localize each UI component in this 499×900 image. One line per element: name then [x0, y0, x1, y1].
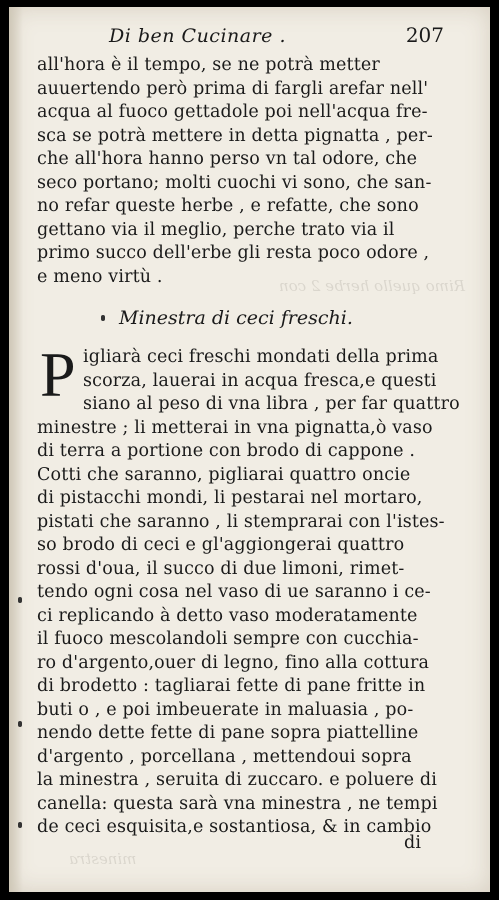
- page-number: 207: [405, 23, 444, 47]
- recipe-line: di brodetto : tagliarai fette di pane fritte in: [37, 676, 426, 696]
- margin-mark: [18, 822, 22, 828]
- text-line: e meno virtù .: [37, 266, 163, 287]
- recipe-line: Cotti che saranno, pigliarai quattro oncie: [37, 464, 411, 485]
- recipe-line: pistati che saranno , li stemprarai con l'istes-: [37, 511, 445, 532]
- drop-cap: P: [40, 339, 76, 410]
- recipe-line: di terra a portione con brodo di cappone .: [37, 441, 416, 461]
- show-through-text: minestra: [69, 850, 137, 868]
- book-page: [9, 7, 490, 892]
- text-line: che all'hora hanno perso vn tal odore, che: [37, 149, 418, 169]
- recipe-line: siano al peso di vna libra , per far quattro: [83, 394, 460, 414]
- running-head: Di ben Cucinare .: [109, 25, 286, 47]
- catchword: di: [404, 833, 422, 853]
- recipe-line: so brodo di ceci e gl'aggiongerai quattro: [37, 535, 405, 555]
- recipe-line: de ceci esquisita,e sostantiosa, & in cambio: [37, 817, 432, 837]
- text-line: gettano via il meglio, perche trato via il: [37, 219, 395, 240]
- recipe-line: minestre ; li metterai in vna pignatta,ò vaso: [37, 417, 433, 438]
- margin-mark: [18, 721, 22, 727]
- text-line: seco portano; molti cuochi vi sono, che san-: [37, 172, 432, 193]
- recipe-line: nendo dette fette di pane sopra piattelline: [37, 723, 419, 743]
- text-line: auuertendo però prima di fargli arefar nell': [37, 78, 429, 99]
- margin-mark: [18, 597, 22, 603]
- text-line: acqua al fuoco gettadole poi nell'acqua fre-: [37, 102, 428, 122]
- recipe-line: canella: questa sarà vna minestra , ne tempi: [37, 793, 438, 814]
- show-through-text: Rimo quello herbe 2 con: [279, 277, 466, 295]
- recipe-line: la minestra , seruita di zuccaro. e poluere di: [37, 770, 437, 790]
- recipe-line: scorza, lauerai in acqua fresca,e questi: [83, 370, 437, 391]
- recipe-line: il fuoco mescolandoli sempre con cucchia-: [37, 629, 419, 649]
- recipe-line: ro d'argento,ouer di legno, fino alla cottura: [37, 652, 430, 673]
- recipe-line: rossi d'oua, il succo di due limoni, rimet-: [37, 558, 405, 579]
- text-line: all'hora è il tempo, se ne potrà metter: [37, 55, 380, 75]
- recipe-line: igliarà ceci freschi mondati della prima: [83, 347, 439, 367]
- recipe-line: buti o , e poi imbeuerate in maluasia , po-: [37, 699, 414, 720]
- text-line: sca se potrà mettere in detta pignatta , per-: [37, 125, 433, 146]
- text-line: primo succo dell'erbe gli resta poco odore ,: [37, 243, 430, 263]
- margin-mark: [101, 315, 105, 321]
- recipe-heading: Minestra di ceci freschi.: [119, 307, 353, 329]
- recipe-line: tendo ogni cosa nel vaso di ue saranno i ce-: [37, 582, 431, 602]
- recipe-line: d'argento , porcellana , mettendoui sopra: [37, 746, 412, 767]
- recipe-line: di pistacchi mondi, li pestarai nel mortaro,: [37, 488, 423, 508]
- text-line: no refar queste herbe , e refatte, che sono: [37, 196, 419, 216]
- recipe-line: ci replicando à detto vaso moderatamente: [37, 605, 418, 626]
- page-gutter-shadow: [9, 7, 23, 892]
